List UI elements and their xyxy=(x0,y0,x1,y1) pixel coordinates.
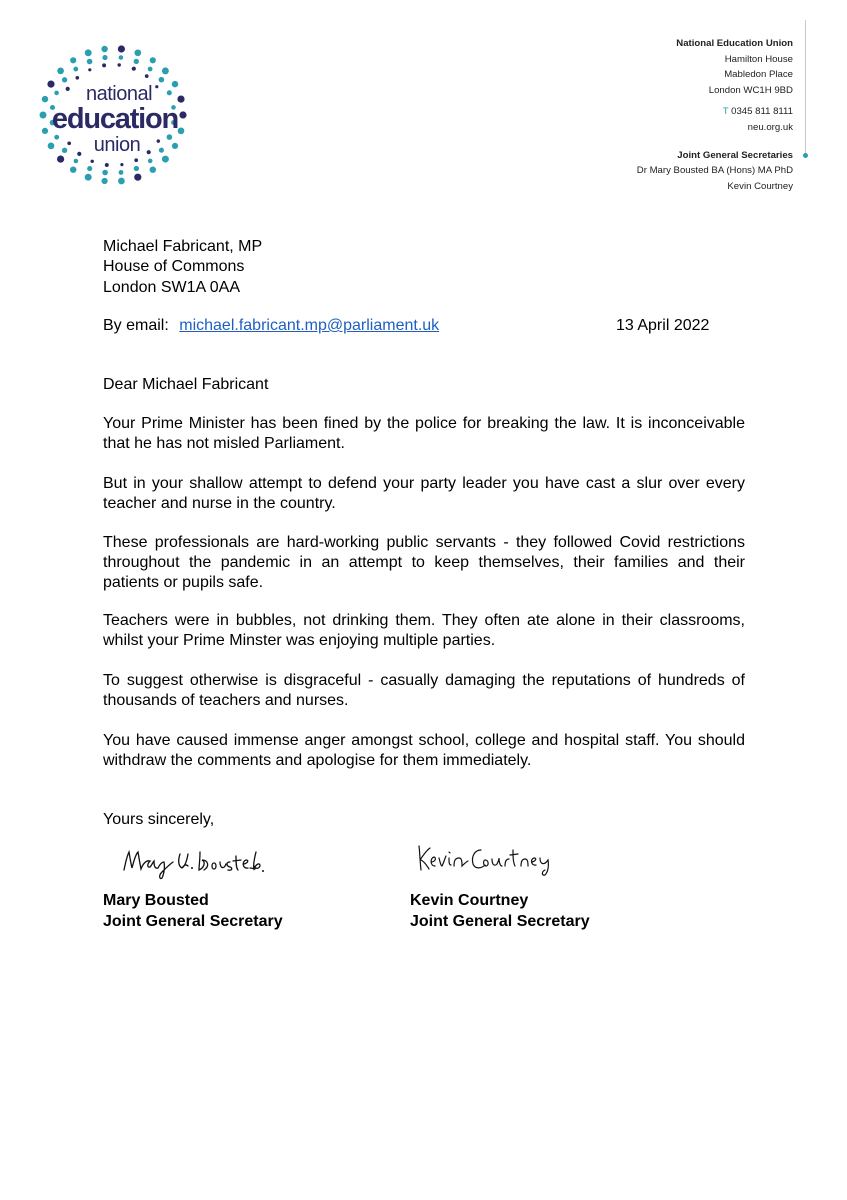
logo-dot xyxy=(70,166,76,172)
logo-dot xyxy=(74,159,79,164)
logo-dot xyxy=(102,55,107,60)
address-line-1: Hamilton House xyxy=(724,53,793,65)
logo-dot xyxy=(162,67,169,74)
logo-dot xyxy=(73,67,78,72)
logo-dot xyxy=(119,55,124,60)
header-divider-dot xyxy=(803,153,808,158)
logo-dot xyxy=(57,156,64,163)
logo-dot xyxy=(102,178,108,184)
logo-dot xyxy=(57,68,64,75)
logo-dot xyxy=(118,178,125,185)
org-name: National Education Union xyxy=(676,38,793,49)
logo-dot xyxy=(105,163,109,167)
logo-dot xyxy=(134,59,139,64)
website: neu.org.uk xyxy=(747,121,793,133)
paragraph-2: But in your shallow attempt to defend your party leader you have cast a slur over every teacher and nurse in the country. xyxy=(103,475,745,513)
logo-dot xyxy=(87,166,92,171)
logo-dot xyxy=(75,76,79,80)
telephone xyxy=(637,104,793,120)
signatory-2-title: Joint General Secretary xyxy=(410,912,590,930)
neu-logo xyxy=(35,40,195,190)
logo-dot xyxy=(148,159,153,164)
logo-dot xyxy=(85,174,92,181)
logo-dot xyxy=(117,63,120,66)
salutation: Dear Michael Fabricant xyxy=(103,376,269,393)
recipient-line-1: Michael Fabricant, MP xyxy=(103,238,263,255)
signature-kevin-courtney xyxy=(415,838,560,878)
logo-dot xyxy=(85,49,92,56)
logo-national: national xyxy=(85,83,153,105)
tel-number: 0345 811 8111 xyxy=(731,106,793,118)
logo-dot xyxy=(134,174,141,181)
signatory-1 xyxy=(103,891,283,932)
email-link[interactable]: michael.fabricant.mp@parliament.uk xyxy=(179,317,440,334)
logo-dot xyxy=(102,170,108,176)
logo-dot xyxy=(159,77,165,83)
logo-dot xyxy=(162,156,169,163)
logo-dot xyxy=(134,166,139,171)
logo-dot xyxy=(90,160,93,163)
recipient-address xyxy=(103,237,262,298)
secretary-1: Dr Mary Bousted BA (Hons) MA PhD xyxy=(636,165,793,177)
sender-address-block xyxy=(637,36,793,194)
logo-dot xyxy=(134,158,138,162)
paragraph-5: To suggest otherwise is disgraceful - casually damaging the reputations of hundreds of thousands of teachers and nurses. xyxy=(103,672,745,710)
paragraph-3: These professionals are hard-working public servants - they followed Covid restrictions throughout the pandemic in an attempt to keep themselves, their families and their patients or pupils safe. xyxy=(103,534,745,592)
logo-education: education xyxy=(51,103,179,135)
logo-dot xyxy=(132,67,136,71)
paragraph-4: Teachers were in bubbles, not drinking them. They often ate alone in their classrooms, whilst your Prime Minster was enjoying multiple parties. xyxy=(103,612,745,650)
secretaries-title: Joint General Secretaries xyxy=(677,149,793,161)
signatory-2 xyxy=(410,891,590,932)
logo-dot xyxy=(118,45,125,52)
logo-dot xyxy=(102,63,106,67)
by-email-line xyxy=(103,316,439,336)
logo-dot xyxy=(62,77,67,82)
logo-dot xyxy=(134,49,141,56)
logo-wordmark xyxy=(35,84,195,155)
address-line-2: Mabledon Place xyxy=(724,69,793,81)
by-email-label: By email: xyxy=(103,317,169,334)
logo-dot xyxy=(101,46,107,52)
paragraph-6: You have caused immense anger amongst school, college and hospital staff. You should withdraw the comments and apologise for them immediately. xyxy=(103,732,745,770)
signature-mary-bousted xyxy=(120,842,270,882)
logo-dot xyxy=(150,166,156,172)
paragraph-1: Your Prime Minister has been fined by the police for breaking the law. It is inconceivable that he has not misled Parliament. xyxy=(103,415,745,453)
header-divider xyxy=(805,20,806,155)
logo-dot xyxy=(120,163,123,166)
secretary-2: Kevin Courtney xyxy=(727,180,793,192)
logo-dot xyxy=(119,170,124,175)
logo-dot xyxy=(145,74,149,78)
signatory-1-name: Mary Bousted xyxy=(103,892,209,909)
address-line-3: London WC1H 9BD xyxy=(708,84,793,96)
logo-dot xyxy=(70,57,76,63)
closing: Yours sincerely, xyxy=(103,811,215,828)
logo-dot xyxy=(88,68,91,71)
logo-union: union xyxy=(93,134,141,156)
logo-dot xyxy=(150,57,156,63)
signatory-2-name: Kevin Courtney xyxy=(410,892,529,909)
logo-dot xyxy=(148,67,153,72)
recipient-line-3: London SW1A 0AA xyxy=(103,278,240,296)
logo-dot xyxy=(87,59,93,65)
recipient-line-2: House of Commons xyxy=(103,258,245,276)
tel-prefix: T xyxy=(722,106,729,118)
letter-date: 13 April 2022 xyxy=(616,317,710,334)
signatory-1-title: Joint General Secretary xyxy=(103,912,283,930)
